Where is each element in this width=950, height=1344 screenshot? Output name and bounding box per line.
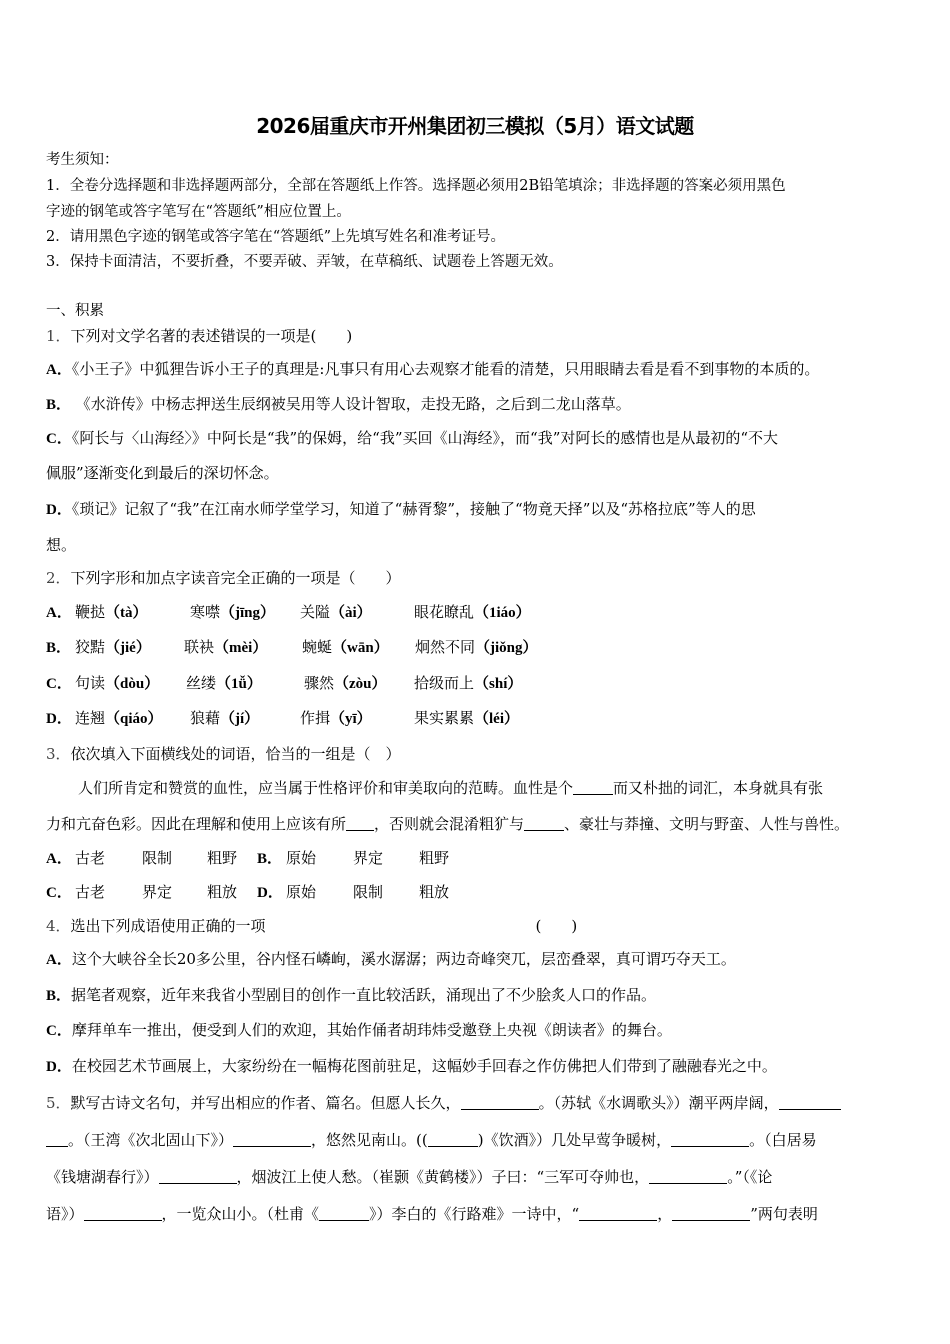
q4-option-a [46, 949, 736, 970]
question-2-stem [46, 568, 401, 588]
word: 寒噤 [190, 603, 221, 621]
question-1-stem [46, 326, 352, 346]
question-text: 。（白居易 [749, 1131, 817, 1149]
question-text: ”两句表明 [750, 1205, 818, 1223]
q4-option-c [46, 1020, 672, 1041]
q2-option-a [46, 602, 531, 623]
answer-paren: ( ) [535, 917, 578, 935]
option-word: 粗放 [207, 883, 238, 901]
notice-item-3: 3．保持卡面清洁，不要折叠，不要弄破、弄皱，在草稿纸、试题卷上答题无效。 [46, 254, 563, 270]
word: 眼花瞭乱 [414, 603, 475, 621]
q4-option-d [46, 1056, 777, 1077]
option-label: A． [46, 362, 72, 378]
question-number: 1． [46, 327, 71, 345]
question-text: 》）李白的《行路难》一诗中，“ [369, 1205, 580, 1223]
pinyin: （jiǒng） [475, 640, 538, 656]
option-text: 这个大峡谷全长20多公里，谷内怪石嶙峋，溪水潺潺；两边奇峰突兀，层峦叠翠，真可谓巧夺天工。 [71, 950, 736, 968]
option-word: 界定 [142, 883, 173, 901]
q1-option-d [46, 499, 756, 520]
pinyin: （mèi） [214, 640, 268, 656]
notice-item-1-cont: 字迹的钢笔或答字笔写在“答题纸”相应位置上。 [46, 204, 351, 220]
fill-blank[interactable] [579, 1206, 657, 1221]
fill-blank[interactable] [779, 1095, 841, 1110]
word: 联袂 [184, 638, 215, 656]
option-label: D． [46, 711, 72, 727]
option-word: 限制 [353, 883, 384, 901]
question-number: 3． [46, 745, 71, 763]
option-label: A． [46, 605, 72, 621]
option-word: 原始 [286, 883, 317, 901]
fill-blank[interactable] [428, 1132, 478, 1147]
word: 炯然不同 [415, 638, 476, 656]
option-label: D． [46, 502, 72, 518]
option-word: 古老 [75, 883, 106, 901]
option-label: C． [46, 885, 72, 901]
pinyin: （ài） [330, 605, 372, 621]
q5-line-3 [46, 1167, 772, 1187]
option-label: D． [46, 1059, 72, 1075]
question-number: 5． [46, 1094, 71, 1112]
word: 蜿蜒 [302, 638, 333, 656]
word: 拾级而上 [414, 674, 475, 692]
passage-text: ，否则就会混淆粗犷与 [374, 815, 525, 833]
pinyin: （yī） [330, 711, 372, 727]
q1-option-b [46, 394, 631, 415]
passage-text: 力和亢奋色彩。因此在理解和使用上应该有所 [46, 815, 347, 833]
q3-options-row-1 [46, 848, 449, 869]
fill-blank[interactable] [159, 1169, 237, 1184]
question-number: 4． [46, 917, 71, 935]
fill-blank[interactable] [671, 1132, 749, 1147]
q3-options-row-2 [46, 882, 449, 903]
option-label: B． [46, 988, 72, 1004]
option-label: C． [46, 676, 72, 692]
pinyin: （tà） [105, 605, 148, 621]
q3-passage-line-1 [78, 778, 823, 798]
fill-blank[interactable] [84, 1206, 162, 1221]
option-word: 古老 [75, 849, 106, 867]
question-text: 语》） [46, 1205, 84, 1223]
pinyin: （zòu） [334, 676, 387, 692]
q5-line-2 [46, 1130, 817, 1150]
word: 连翘 [75, 709, 106, 727]
option-text: 在校园艺术节画展上，大家纷纷在一幅梅花图前驻足，这幅妙手回春之作仿佛把人们带到了融融春光之中。 [71, 1057, 777, 1075]
option-word: 粗野 [207, 849, 238, 867]
option-text: 《阿长与〈山海经〉》中阿长是“我”的保姆，给“我”买回《山海经》，而“我”对阿长的感情也是从最初的“不大 [71, 429, 779, 447]
q2-option-d [46, 708, 519, 729]
fill-blank[interactable] [672, 1206, 750, 1221]
q2-option-b [46, 637, 538, 658]
pinyin: （jīng） [220, 605, 276, 621]
word: 丝缕 [186, 674, 217, 692]
option-label: B． [46, 640, 72, 656]
word: 作揖 [300, 709, 331, 727]
fill-blank[interactable] [46, 1132, 68, 1147]
q2-option-c [46, 673, 522, 694]
question-text: ，悠然见南山。(( [311, 1131, 428, 1149]
q1-option-c-cont: 佩服”逐渐变化到最后的深切怀念。 [46, 464, 279, 482]
option-label: C． [46, 1023, 72, 1039]
word: 句读 [75, 674, 106, 692]
pinyin: （shí） [474, 676, 523, 692]
q5-line-1 [46, 1093, 841, 1113]
passage-text: 、豪壮与莽撞、文明与野蛮、人性与兽性。 [564, 815, 850, 833]
question-text: 。”（《论 [727, 1168, 773, 1186]
pinyin: （dòu） [105, 676, 160, 692]
option-label: B． [257, 851, 283, 867]
option-label: D． [257, 885, 283, 901]
q4-option-b [46, 985, 656, 1006]
fill-blank[interactable] [524, 816, 564, 831]
pinyin: （jié） [105, 640, 151, 656]
pinyin: （1iáo） [474, 605, 531, 621]
word: 狼藉 [190, 709, 221, 727]
word: 狡黠 [75, 638, 106, 656]
option-label: C． [46, 431, 72, 447]
fill-blank[interactable] [346, 816, 374, 831]
fill-blank[interactable] [649, 1169, 727, 1184]
option-label: B． [46, 397, 72, 413]
option-text: 据笔者观察，近年来我省小型剧目的创作一直比较活跃，涌现出了不少脍炙人口的作品。 [71, 986, 657, 1004]
option-word: 粗野 [419, 849, 450, 867]
pinyin: （léi） [474, 711, 520, 727]
option-text: 摩拜单车一推出，便受到人们的欢迎，其始作俑者胡玮炜受邀登上央视《朗读者》的舞台。 [71, 1021, 672, 1039]
q5-line-4 [46, 1204, 818, 1224]
option-word: 粗放 [419, 883, 450, 901]
page-title: 2026届重庆市开州集团初三模拟（5月）语文试题 [256, 114, 694, 138]
section-heading: 一、积累 [46, 303, 104, 319]
question-text: 默写古诗文名句，并写出相应的作者、篇名。但愿人长久， [70, 1094, 461, 1112]
question-4-stem [46, 916, 577, 936]
question-text: 下列字形和加点字读音完全正确的一项是（ ） [70, 569, 401, 587]
pinyin: （qiáo） [105, 711, 163, 727]
notice-item-1: 1．全卷分选择题和非选择题两部分，全部在答题纸上作答。选择题必须用2B铅笔填涂；非选择题的答案必须用黑色 [46, 178, 786, 194]
passage-text: 人们所肯定和赞赏的血性，应当属于性格评价和审美取向的范畴。血性是个 [78, 779, 574, 797]
question-text: ，一览众山小。（杜甫《 [161, 1205, 320, 1223]
fill-blank[interactable] [319, 1206, 369, 1221]
question-number: 2． [46, 569, 71, 587]
q1-option-c [46, 428, 778, 449]
notice-item-2: 2．请用黑色字迹的钢笔或答字笔在“答题纸”上先填写姓名和准考证号。 [46, 229, 506, 245]
option-word: 原始 [286, 849, 317, 867]
question-text: 依次填入下面横线处的词语，恰当的一组是（ ） [70, 745, 401, 763]
option-label: A． [46, 851, 72, 867]
option-word: 界定 [353, 849, 384, 867]
notice-heading: 考生须知： [46, 152, 119, 168]
word: 骤然 [304, 674, 335, 692]
question-text: ， [657, 1205, 673, 1223]
pinyin: （1ǚ） [216, 676, 262, 692]
question-text: 选出下列成语使用正确的一项 [70, 917, 266, 935]
fill-blank[interactable] [233, 1132, 311, 1147]
pinyin: （jí） [220, 711, 260, 727]
q1-option-d-cont: 想。 [46, 536, 77, 554]
question-3-stem [46, 744, 401, 764]
question-text: 下列对文学名著的表述错误的一项是( ) [70, 327, 353, 345]
option-word: 限制 [142, 849, 173, 867]
pinyin: （wān） [332, 640, 389, 656]
word: 果实累累 [414, 709, 475, 727]
option-text: 《水浒传》中杨志押送生辰纲被吴用等人设计智取，走投无路，之后到二龙山落草。 [71, 395, 631, 413]
fill-blank[interactable] [573, 780, 613, 795]
passage-text: 而又朴拙的词汇，本身就具有张 [613, 779, 824, 797]
word: 鞭挞 [75, 603, 106, 621]
q3-passage-line-2 [46, 814, 849, 834]
question-text: 。（苏轼《水调歌头》）潮平两岸阔， [538, 1094, 779, 1112]
question-text: 《钱塘湖春行》） [46, 1168, 159, 1186]
fill-blank[interactable] [461, 1095, 539, 1110]
word: 关隘 [300, 603, 331, 621]
question-text: 。（王湾《次北固山下》） [68, 1131, 234, 1149]
option-label: A． [46, 952, 72, 968]
question-text: ，烟波江上使人愁。（崔颢《黄鹤楼》）子曰：“三军可夺帅也， [236, 1168, 650, 1186]
option-text: 《小王子》中狐狸告诉小王子的真理是:凡事只有用心去观察才能看的清楚，只用眼睛去看是看不到事物的本质的。 [71, 360, 820, 378]
question-text: )《饮酒》）几处早莺争暖树， [477, 1131, 672, 1149]
option-text: 《琐记》记叙了“我”在江南水师学堂学习，知道了“赫胥黎”，接触了“物竟天择”以及“苏格拉底”等人的思 [71, 500, 756, 518]
q1-option-a [46, 359, 819, 380]
